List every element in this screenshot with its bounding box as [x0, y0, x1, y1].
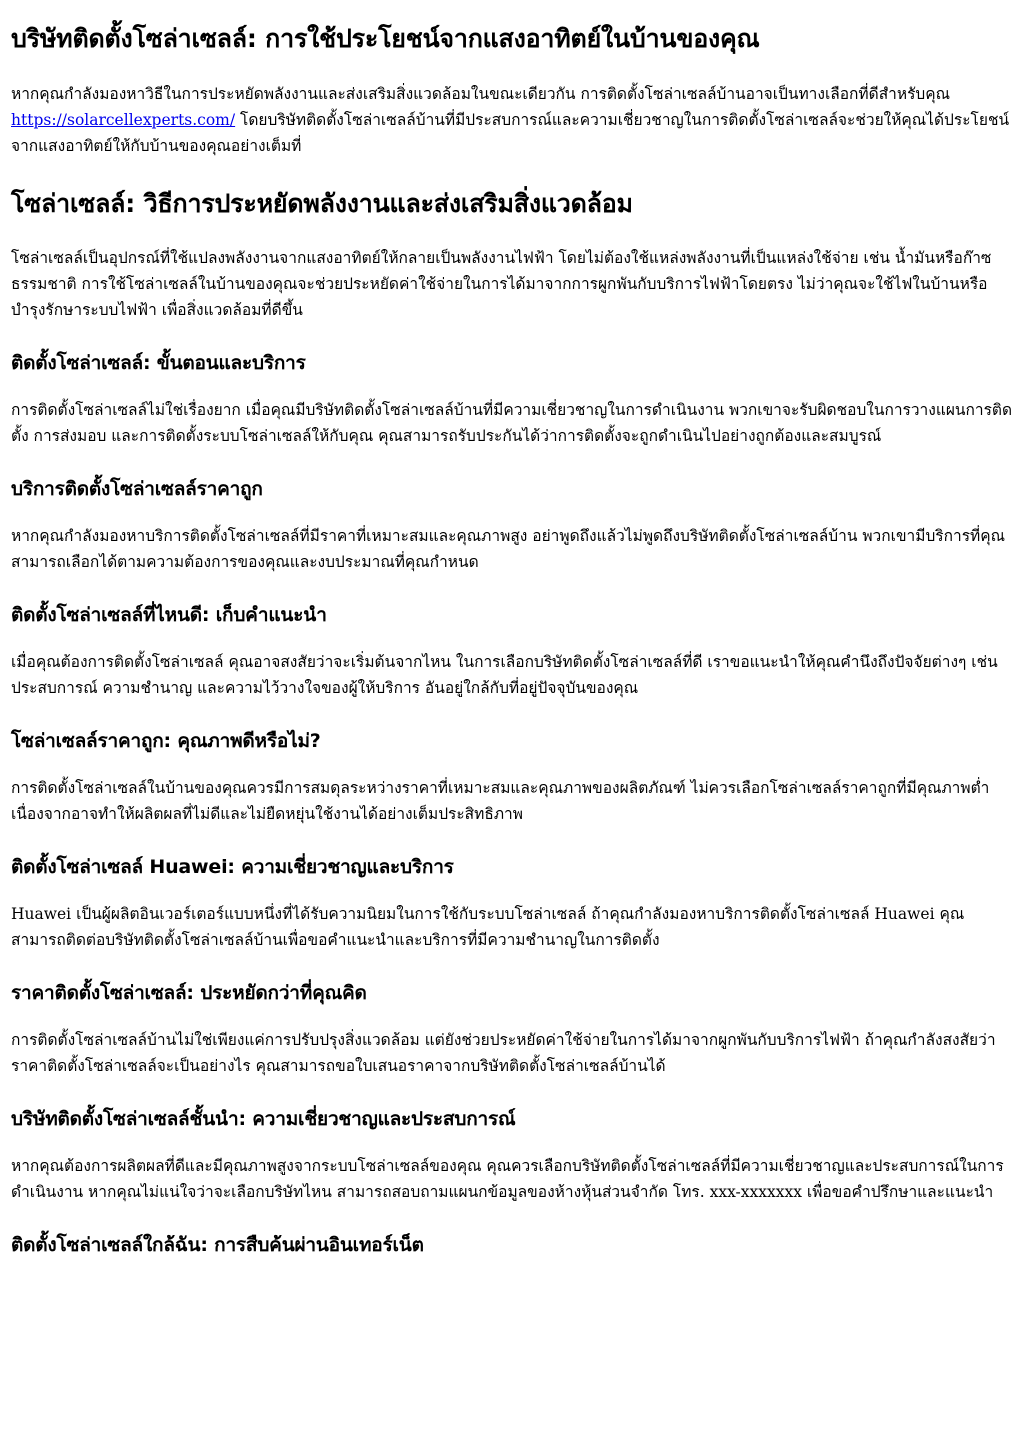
section-body-cheap-service: หากคุณกำลังมองหาบริการติดตั้งโซล่าเซลล์ที่มีราคาที่เหมาะสมและคุณภาพสูง อย่าพูดถึงแล้วไม่พูดถึงบริษัทติดตั้งโซล่าเซลล์บ้าน พวกเขามีบริการที่คุณสามารถเลือกได้ตามความต้องการของคุณและงบประมาณที่คุณกำหนด — [11, 527, 1006, 571]
section-heading-main: โซล่าเซลล์: วิธีการประหยัดพลังงานและส่งเสริมสิ่งแวดล้อม — [11, 189, 633, 218]
section-body-installation-steps: การติดตั้งโซล่าเซลล์ไม่ใช่เรื่องยาก เมื่อคุณมีบริษัทติดตั้งโซล่าเซลล์บ้านที่มีความเชี่ยวชาญในการดำเนินงาน พวกเขาจะรับผิดชอบในการวางแผนการติดตั้ง การส่งมอบ และการติดตั้งระบบโซล่าเซลล์ให้กับคุณ คุณสามารถรับประกันได้ว่าการติดตั้งจะถูกดำเนินไปอย่างถูกต้องและสมบูรณ์ — [11, 401, 1013, 445]
section-body-leading-company: หากคุณต้องการผลิตผลที่ดีและมีคุณภาพสูงจากระบบโซล่าเซลล์ของคุณ คุณควรเลือกบริษัทติดตั้งโซล่าเซลล์ที่มีความเชี่ยวชาญและประสบการณ์ในการดำเนินงาน หากคุณไม่แน่ใจว่าจะเลือกบริษัทไหน สามารถสอบถามแผนกข้อมูลของห้างหุ้นส่วนจำกัด โทร. xxx-xxxxxxx เพื่อขอคำปรึกษาและแนะนำ — [11, 1157, 1004, 1201]
intro-text-continued: โดยบริษัทติดตั้งโซล่าเซลล์บ้านที่มีประสบการณ์และความเชี่ยวชาญในการติดตั้งโซล่าเซลล์จะช่วยให้คุณได้ประโยชน์จากแสงอาทิตย์ให้กับบ้านของคุณอย่างเต็มที่ — [11, 111, 1010, 155]
section-heading-huawei: ติดตั้งโซล่าเซลล์ Huawei: ความเชี่ยวชาญและบริการ — [11, 856, 454, 878]
section-body-where-to-install: เมื่อคุณต้องการติดตั้งโซล่าเซลล์ คุณอาจสงสัยว่าจะเริ่มต้นจากไหน ในการเลือกบริษัทติดตั้งโซล่าเซลล์ที่ดี เราขอแนะนำให้คุณคำนึงถึงปัจจัยต่างๆ เช่น ประสบการณ์ ความชำนาญ และความไว้วางใจของผู้ให้บริการ อันอยู่ใกล้กับที่อยู่ปัจจุบันของคุณ — [11, 653, 998, 697]
page-title: บริษัทติดตั้งโซล่าเซลล์: การใช้ประโยชน์จากแสงอาทิตย์ในบ้านของคุณ — [11, 24, 760, 53]
section-body-price: การติดตั้งโซล่าเซลล์บ้านไม่ใช่เพียงแค่การปรับปรุงสิ่งแวดล้อม แต่ยังช่วยประหยัดค่าใช้จ่ายในการได้มาจากผูกพันกับบริการไฟฟ้า ถ้าคุณกำลังสงสัยว่าราคาติดตั้งโซล่าเซลล์จะเป็นอย่างไร คุณสามารถขอใบเสนอราคาจากบริษัทติดตั้งโซล่าเซลล์บ้านได้ — [11, 1031, 996, 1075]
section-heading-cheap-service: บริการติดตั้งโซล่าเซลล์ราคาถูก — [11, 478, 263, 500]
section-body-huawei: Huawei เป็นผู้ผลิตอินเวอร์เตอร์แบบหนึ่งที่ได้รับความนิยมในการใช้กับระบบโซล่าเซลล์ ถ้าคุณกำลังมองหาบริการติดตั้งโซล่าเซลล์ Huawei คุณสามารถติดต่อบริษัทติดตั้งโซล่าเซลล์บ้านเพื่อขอคำแนะนำและบริการที่มีความชำนาญในการติดตั้ง — [11, 905, 965, 949]
section-heading-where-to-install: ติดตั้งโซล่าเซลล์ที่ไหนดี: เก็บคำแนะนำ — [11, 604, 327, 626]
intro-text: หากคุณกำลังมองหาวิธีในการประหยัดพลังงานและส่งเสริมสิ่งแวดล้อมในขณะเดียวกัน การติดตั้งโซล่าเซลล์บ้านอาจเป็นทางเลือกที่ดีสำหรับคุณ — [11, 85, 951, 103]
section-heading-price: ราคาติดตั้งโซล่าเซลล์: ประหยัดกว่าที่คุณคิด — [11, 982, 367, 1004]
section-heading-cheap-quality: โซล่าเซลล์ราคาถูก: คุณภาพดีหรือไม่? — [11, 730, 321, 752]
section-body-cheap-quality: การติดตั้งโซล่าเซลล์ในบ้านของคุณควรมีการสมดุลระหว่างราคาที่เหมาะสมและคุณภาพของผลิตภัณฑ์ ไม่ควรเลือกโซล่าเซลล์ราคาถูกที่มีคุณภาพต่ำ เนื่องจากอาจทำให้ผลิตผลที่ไม่ดีและไม่ยืดหยุ่นใช้งานได้อย่างเต็มประสิทธิภาพ — [11, 779, 990, 823]
intro-paragraph — [11, 81, 1014, 159]
section-heading-near-me: ติดตั้งโซล่าเซลล์ใกล้ฉัน: การสืบค้นผ่านอินเทอร์เน็ต — [11, 1234, 424, 1256]
solarcellexperts-link[interactable]: https://solarcellexperts.com/ — [11, 111, 236, 129]
section-heading-installation-steps: ติดตั้งโซล่าเซลล์: ขั้นตอนและบริการ — [11, 352, 306, 374]
section-body-main: โซล่าเซลล์เป็นอุปกรณ์ที่ใช้แปลงพลังงานจากแสงอาทิตย์ให้กลายเป็นพลังงานไฟฟ้า โดยไม่ต้องใช้แหล่งพลังงานที่เป็นแหล่งใช้จ่าย เช่น น้ำมันหรือก๊าซธรรมชาติ การใช้โซล่าเซลล์ในบ้านของคุณจะช่วยประหยัดค่าใช้จ่ายในการได้มาจากการผูกพันกับบริการไฟฟ้าโดยตรง ไม่ว่าคุณจะใช้ไฟในบ้านหรือบำรุงรักษาระบบไฟฟ้า เพื่อสิ่งแวดล้อมที่ดีขึ้น — [11, 249, 992, 319]
section-heading-leading-company: บริษัทติดตั้งโซล่าเซลล์ชั้นนำ: ความเชี่ยวชาญและประสบการณ์ — [11, 1108, 516, 1130]
